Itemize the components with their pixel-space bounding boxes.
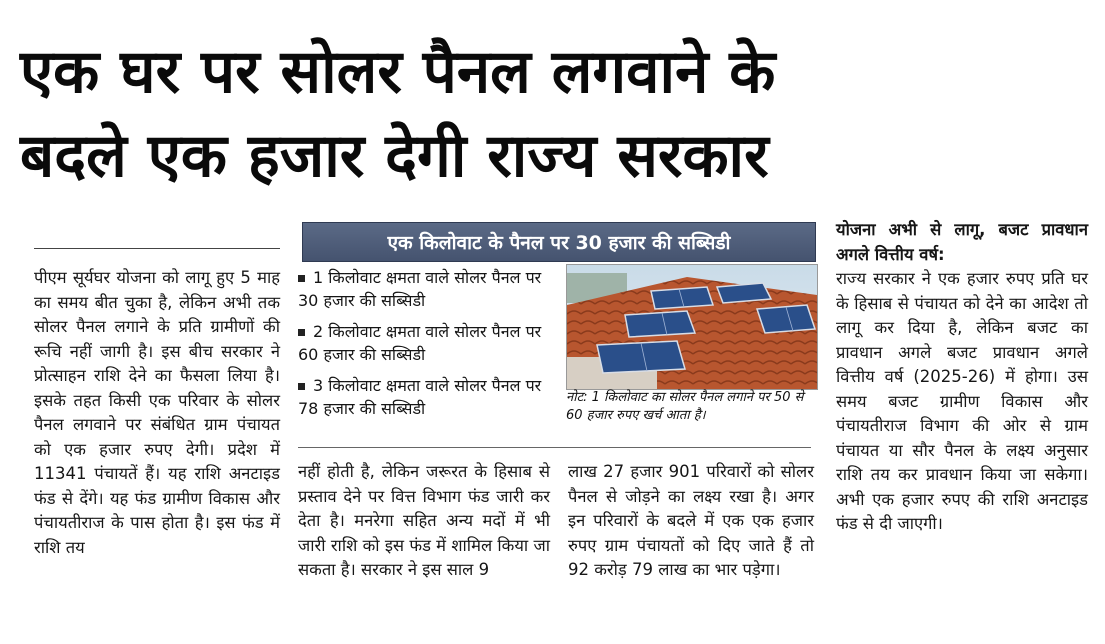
infobox-bottom-rule [298,447,811,448]
column-3-body: लाख 27 हजार 901 परिवारों को सोलर पैनल से जोड़ने का लक्ष्य रखा है। अगर इन परिवारों के बदले में एक एक हजार रुपए ग्राम पंचायतों को दिए जाते हैं तो 92 करोड़ 79 लाख का भार पड़ेगा। [568,462,814,579]
headline [20,30,1090,198]
column-1-body: पीएम सूर्यघर योजना को लागू हुए 5 माह का समय बीत चुका है, लेकिन अभी तक सोलर पैनल लगाने के प्रति ग्रामीणों की रूचि नहीं जागी है। इस बीच सरकार ने प्रोत्साहन राशि देने का फैसला लिया है। इसके तहत किसी एक परिवार के सोलर पैनल लगवाने पर संबंधित ग्राम पंचायत को एक हजार रुपए देगी। प्रदेश में 11341 पंचायतें हैं। यह राशि अनटाइड फंड से देंगे। यह फंड ग्रामीण विकास और पंचायतीराज के पास होता है। इस फंड में राशि तय [34,268,280,557]
headline-line-2: बदले एक हजार देगी राज्य सरकार [20,121,769,191]
square-bullet-icon [298,329,305,336]
column-2-body: नहीं होती है, लेकिन जरूरत के हिसाब से प्रस्ताव देने पर वित्त विभाग फंड जारी कर देता है। मनरेगा सहित अन्य मदों में भी जारी राशि को इस फंड में शामिल किया जा सकता है। सरकार ने इस साल 9 [298,462,550,579]
photo-caption: नोट: 1 किलोवाट का सोलर पैनल लगाने पर 50 से 60 हजार रुपए खर्च आता है। [566,390,804,423]
column-4-subhead: योजना अभी से लागू, बजट प्रावधान अगले वित्तीय वर्ष: [836,220,1088,264]
column-4-body: राज्य सरकार ने एक हजार रुपए प्रति घर के हिसाब से पंचायत को देने का आदेश तो लागू कर दिया है, लेकिन बजट का प्रावधान अगले बजट प्रावधान अगले वित्तीय वर्ष (2025-26) में होगा। उस समय बजट ग्रामीण विकास और पंचायतीराज विभाग की ओर से ग्राम पंचायत या सौर पैनल के लक्ष्य अनुसार राशि तय कर प्रावधान किया जा सकेगा। अभी एक हजार रुपए की राशि अनटाइड फंड से दी जाएगी। [836,269,1088,533]
solar-roof-photo [566,264,818,390]
subsidy-list [298,266,560,428]
list-item: 3 किलोवाट क्षमता वाले सोलर पैनल पर 78 हजार की सब्सिडी [298,376,542,418]
list-item: 2 किलोवाट क्षमता वाले सोलर पैनल पर 60 हजार की सब्सिडी [298,322,542,364]
column-4 [836,218,1088,537]
solar-roof-illustration [567,265,817,389]
headline-line-1: एक घर पर सोलर पैनल लगवाने के [20,37,776,107]
list-item: 1 किलोवाट क्षमता वाले सोलर पैनल पर 30 हजार की सब्सिडी [298,268,542,310]
subsidy-banner: एक किलोवाट के पैनल पर 30 हजार की सब्सिडी [302,222,816,262]
column-1-top-rule [34,248,280,249]
square-bullet-icon [298,275,305,282]
square-bullet-icon [298,383,305,390]
